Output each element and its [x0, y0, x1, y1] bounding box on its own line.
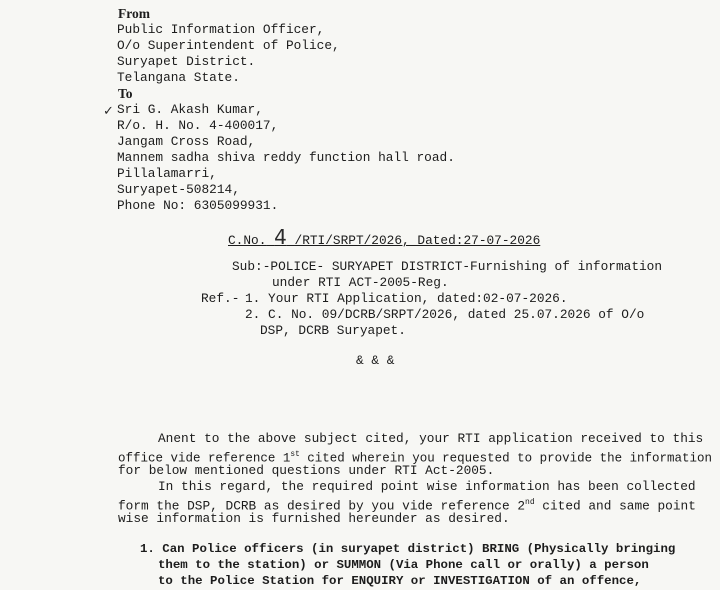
para1-line-1: Anent to the above subject cited, your RTI application received to this: [158, 431, 704, 446]
para1-line-2-text-a: office vide reference 1: [118, 450, 291, 466]
from-line-1: Public Information Officer,: [117, 22, 325, 37]
to-heading: To: [118, 86, 133, 101]
para1-superscript: st: [290, 450, 300, 459]
to-line-3: Jangam Cross Road,: [117, 134, 256, 149]
to-line-7: Phone No: 6305099931.: [117, 198, 279, 213]
para1-line-3: for below mentioned questions under RTI Act-2005.: [118, 463, 495, 478]
para2-superscript: nd: [525, 498, 535, 507]
from-line-4: Telangana State.: [117, 70, 240, 85]
separator: & & &: [356, 353, 395, 368]
handwritten-number: 4: [274, 225, 287, 249]
to-line-1: Sri G. Akash Kumar,: [117, 102, 263, 117]
subject-line-2: under RTI ACT-2005-Reg.: [272, 275, 449, 290]
to-line-4: Mannem sadha shiva reddy function hall road.: [117, 150, 455, 165]
reference-number: [228, 225, 541, 249]
para2-line-1: In this regard, the required point wise information has been collected: [158, 479, 696, 494]
para2-line-3: wise information is furnished hereunder as desired.: [118, 511, 510, 526]
to-line-2: R/o. H. No. 4-400017,: [117, 118, 279, 133]
to-line-6: Suryapet-508214,: [117, 182, 240, 197]
reference-item-2-line-2: DSP, DCRB Suryapet.: [260, 323, 406, 338]
para2-line-2-text-a: form the DSP, DCRB as desired by you vide reference 2: [118, 498, 526, 514]
subject-line-1: Sub:-POLICE- SURYAPET DISTRICT-Furnishing of information: [232, 259, 663, 274]
para2-line-2-text-b: cited and same point: [534, 498, 696, 514]
reference-item-1: 1. Your RTI Application, dated:02-07-2026.: [245, 291, 568, 306]
question1-line-3: to the Police Station for ENQUIRY or INVESTIGATION of an offence,: [158, 574, 642, 588]
question1-line-2: them to the station) or SUMMON (Via Phone call or orally) a person: [158, 558, 649, 572]
reference-prefix: C.No.: [228, 233, 267, 248]
para1-line-2-text-b: cited wherein you requested to provide the information: [299, 450, 713, 466]
question1-line-1: 1. Can Police officers (in suryapet district) BRING (Physically bringing: [140, 542, 676, 556]
reference-item-2-line-1: 2. C. No. 09/DCRB/SRPT/2026, dated 25.07.2026 of O/o: [245, 307, 645, 322]
to-line-5: Pillalamarri,: [117, 166, 217, 181]
from-line-2: O/o Superintendent of Police,: [117, 38, 340, 53]
from-line-3: Suryapet District.: [117, 54, 256, 69]
reference-suffix: /RTI/SRPT/2026, Dated:27-07-2026: [294, 233, 541, 248]
handwritten-tick-icon: ✓: [103, 103, 114, 118]
references-label: Ref.-: [201, 291, 240, 306]
from-heading: From: [118, 6, 150, 21]
